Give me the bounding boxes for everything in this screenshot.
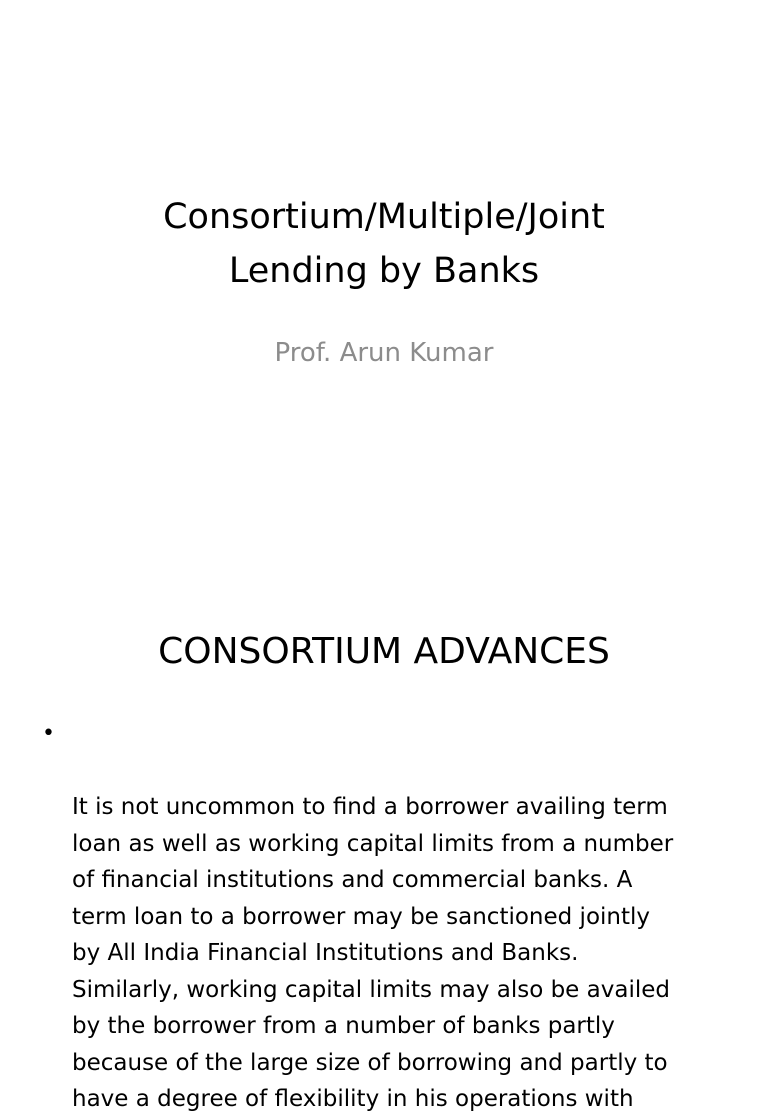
content-slide (0, 576, 768, 1112)
bullet-list (0, 716, 768, 1118)
presentation-title: Consortium/Multiple/Joint Lending by Banks (163, 197, 605, 291)
presenter-name: Prof. Arun Kumar (274, 338, 494, 368)
bullet-point (0, 716, 768, 1118)
slide-heading: CONSORTIUM ADVANCES (158, 631, 610, 672)
bullet-icon: • (42, 721, 55, 746)
bullet-text: It is not uncommon to find a borrower availing term loan as well as working capital limits from a number of financial institutions and commercial banks. A term loan to a borrower may be sanctioned jointly by All India Financial Institutions and Banks. Similarly, working capital limits may also be availed by the borrower from a number of banks partly because of the large size of borrowing and partly to have a degree of flexibility in his operations with (72, 794, 674, 1112)
